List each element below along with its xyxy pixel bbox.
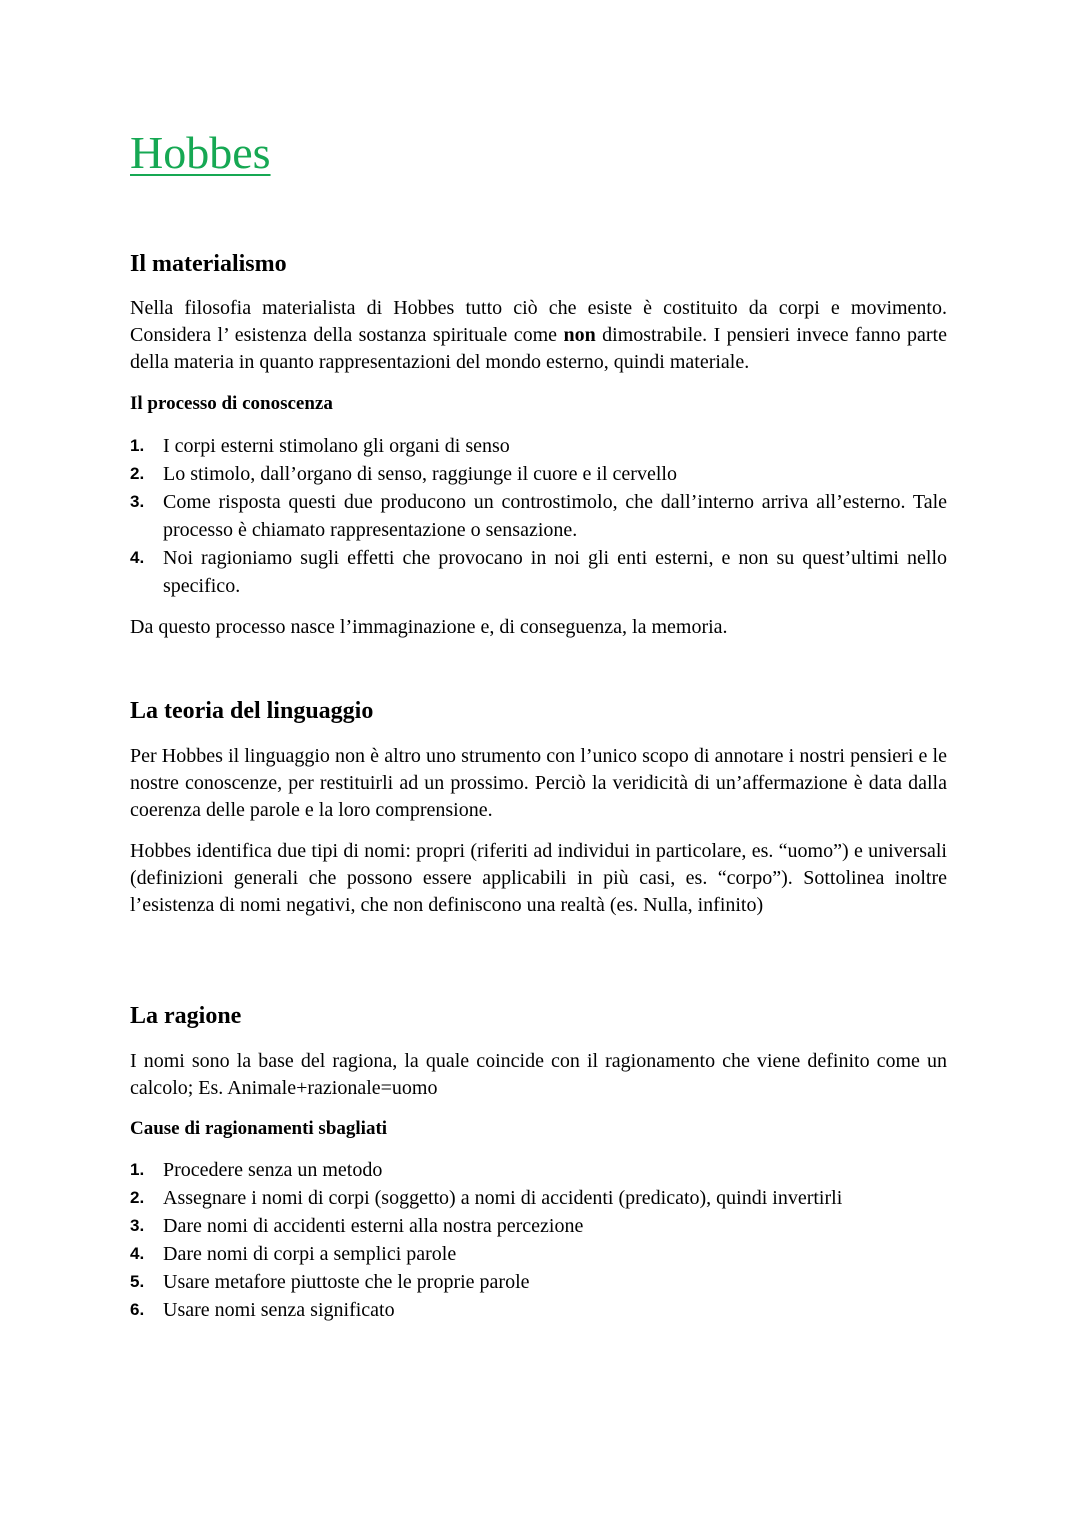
ragione-paragraph: I nomi sono la base del ragiona, la quale coincide con il ragionamento che viene definito come un calcolo; Es. Animale+razionale=uomo	[130, 1050, 947, 1099]
list-item-number: 3.	[130, 1216, 145, 1235]
list-item	[130, 488, 947, 544]
list-item	[130, 1212, 947, 1240]
list-item-number: 1.	[130, 436, 145, 455]
subheading-processo-conoscenza: Il processo di conoscenza	[130, 393, 333, 414]
materialismo-paragraph-bold: non	[563, 324, 596, 346]
linguaggio-paragraph-2: Hobbes identifica due tipi di nomi: propri (riferiti ad individui in particolare, es. “uomo”) e universali (definizioni generali che possono essere applicabili in più casi, es. “corpo”). Sottolinea inoltre l’esistenza di nomi negativi, che non definiscono una realtà (es. Nulla, infinito)	[130, 840, 947, 916]
list-item	[130, 432, 947, 460]
list-item	[130, 1296, 947, 1324]
list-item	[130, 460, 947, 488]
section-heading-ragione: La ragione	[130, 1003, 242, 1029]
knowledge-steps-list	[130, 432, 947, 600]
list-item-number: 1.	[130, 1160, 145, 1179]
list-item-text: I corpi esterni stimolano gli organi di senso	[163, 435, 510, 457]
materialismo-conclusion: Da questo processo nasce l’immaginazione e, di conseguenza, la memoria.	[130, 616, 728, 638]
subheading-cause-ragionamenti: Cause di ragionamenti sbagliati	[130, 1118, 388, 1139]
list-item-number: 4.	[130, 1244, 145, 1263]
list-item	[130, 1156, 947, 1184]
list-item	[130, 1240, 947, 1268]
list-item-text: Come risposta questi due producono un controstimolo, che dall’interno arriva all’esterno. Tale processo è chiamato rappresentazione o sensazione.	[163, 491, 947, 541]
page-title: Hobbes	[130, 127, 271, 178]
section-heading-materialismo: Il materialismo	[130, 251, 287, 277]
list-item-number: 3.	[130, 492, 145, 511]
list-item-text: Dare nomi di corpi a semplici parole	[163, 1243, 457, 1265]
list-item-number: 2.	[130, 464, 145, 483]
list-item-text: Usare metafore piuttoste che le proprie parole	[163, 1271, 530, 1293]
list-item	[130, 1268, 947, 1296]
materialismo-paragraph-after: dimostrabile. I pensieri invece fanno parte della materia in quanto rappresentazioni del mondo esterno, quindi materiale.	[130, 324, 947, 373]
list-item-number: 5.	[130, 1272, 145, 1291]
list-item	[130, 1184, 947, 1212]
materialismo-paragraph	[130, 295, 947, 376]
list-item-text: Lo stimolo, dall’organo di senso, raggiunge il cuore e il cervello	[163, 463, 677, 485]
list-item-number: 4.	[130, 548, 145, 567]
list-item-text: Dare nomi di accidenti esterni alla nostra percezione	[163, 1215, 584, 1237]
section-heading-linguaggio: La teoria del linguaggio	[130, 698, 374, 724]
linguaggio-paragraph-1: Per Hobbes il linguaggio non è altro uno strumento con l’unico scopo di annotare i nostri pensieri e le nostre conoscenze, per restituirli ad un prossimo. Perciò la veridicità di un’affermazione è data dalla coerenza delle parole e la loro comprensione.	[130, 745, 947, 821]
list-item-text: Usare nomi senza significato	[163, 1299, 395, 1321]
materialismo-paragraph-before: Nella filosofia materialista di Hobbes tutto ciò che esiste è costituito da corpi e movimento. Considera l’ esistenza della sostanza spirituale come	[130, 297, 947, 346]
list-item-text: Procedere senza un metodo	[163, 1159, 383, 1181]
list-item-text: Assegnare i nomi di corpi (soggetto) a nomi di accidenti (predicato), quindi invertirli	[163, 1187, 843, 1209]
wrong-reasoning-causes-list	[130, 1156, 947, 1324]
list-item-number: 6.	[130, 1300, 145, 1319]
list-item	[130, 544, 947, 600]
list-item-text: Noi ragioniamo sugli effetti che provocano in noi gli enti esterni, e non su quest’ultimi nello specifico.	[163, 547, 947, 597]
list-item-number: 2.	[130, 1188, 145, 1207]
